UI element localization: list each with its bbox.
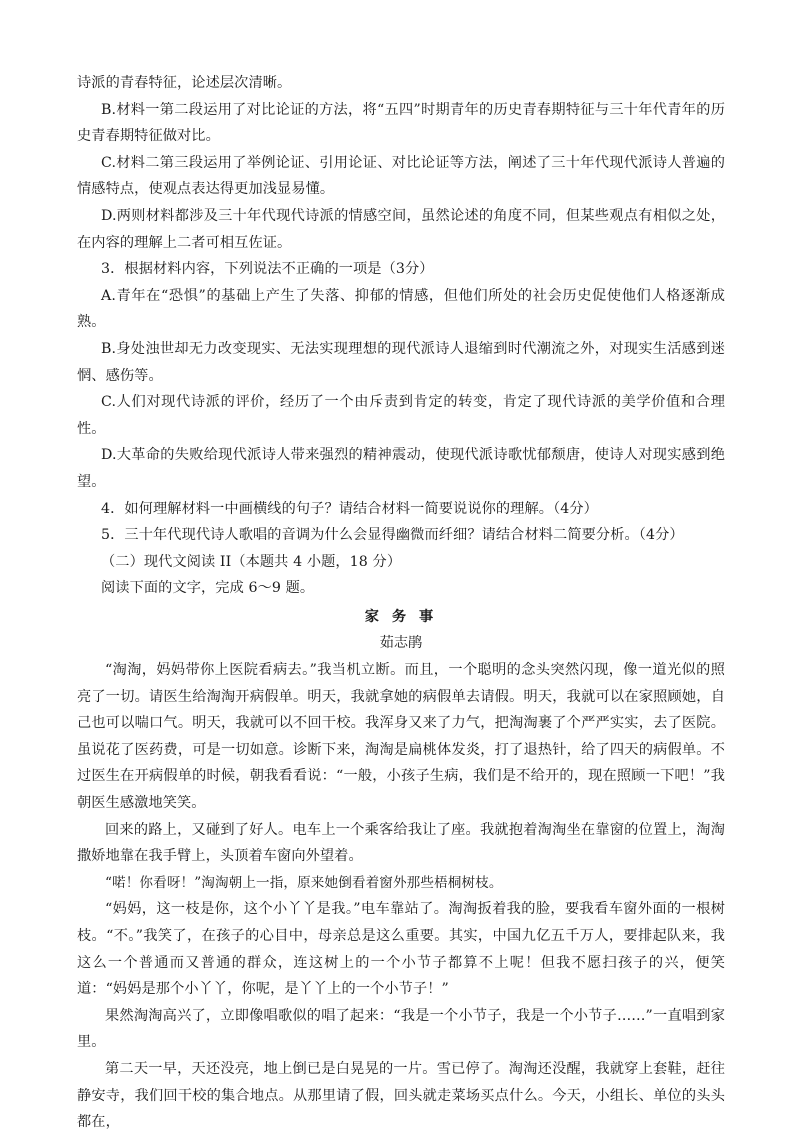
question-3-option-b: B.身处浊世却无力改变现实、无法实现理想的现代派诗人退缩到时代潮流之外，对现实生活感到迷惘、感伤等。 [77,340,725,384]
option-b: B.材料一第二段运用了对比论证的方法，将“五四”时期青年的历史青春期特征与三十年代青年的历史青春期特征做对比。 [77,101,725,145]
reading-instruction: 阅读下面的文字，完成 6～9 题。 [101,580,315,597]
story-paragraph-3: “喏！你看呀！”淘淘朝上一指，原来她倒看着窗外那些梧桐树枝。 [105,874,503,891]
question-3-option-c: C.人们对现代诗派的评价，经历了一个由斥责到肯定的转变，肯定了现代诗派的美学价值和合理性。 [77,394,725,437]
question-5: 5．三十年代现代诗人歌唱的音调为什么会显得幽微而纤细？请结合材料二简要分析。（4分） [101,527,684,544]
question-3-option-a: A.青年在“恐惧”的基础上产生了失落、抑郁的情感，但他们所处的社会历史促使他们人格逐渐成熟。 [77,287,725,331]
section-heading: （二）现代文阅读 II（本题共 4 小题，18 分） [101,553,402,570]
option-d: D.两则材料都涉及三十年代现代诗派的情感空间，虽然论述的角度不同，但某些观点有相似之处，在内容的理解上二者可相互佐证。 [77,207,725,251]
page-content [77,70,725,1136]
paragraph-continued: 诗派的青春特征，论述层次清晰。 [77,75,292,91]
question-4: 4．如何理解材料一中画横线的句子？请结合材料一简要说说你的理解。（4分） [101,500,598,517]
question-3: 3．根据材料内容，下列说法不正确的一项是（3分） [101,261,434,278]
story-paragraph-5: 果然淘淘高兴了，立即像唱歌似的唱了起来：“我是一个小节子，我是一个小节子……”一直唱到家里。 [77,1007,725,1051]
story-paragraph-2: 回来的路上，又碰到了好人。电车上一个乘客给我让了座。我就抱着淘淘坐在靠窗的位置上，淘淘撒娇地靠在我手臂上，头顶着车窗向外望着。 [77,821,725,865]
story-paragraph-4: “妈妈，这一枝是你，这个小丫丫是我。”电车靠站了。淘淘扳着我的脸，要我看车窗外面的一根树枝。“不。”我笑了，在孩子的心目中，母亲总是这么重要。其实，中国九亿五千万人，要排起队来，我这么一个普通而又普通的群众，连这树上的一个小节子都算不上呢！但我不愿扫孩子的兴，便笑道：“妈妈是那个小丫丫，你呢，是丫丫上的一个小节子！” [77,901,725,998]
story-author: 茹志鹃 [379,635,423,652]
story-paragraph-1: “淘淘，妈妈带你上医院看病去。”我当机立断。而且，一个聪明的念头突然闪现，像一道光似的照亮了一切。请医生给淘淘开病假单。明天，我就拿她的病假单去请假。明天，我就可以在家照顾她，自己也可以喘口气。明天，我就可以不回干校。我浑身又来了力气，把淘淘裹了个严严实实，去了医院。虽说花了医药费，可是一切如意。诊断下来，淘淘是扁桃体发炎，打了退热针，给了四天的病假单。不过医生在开病假单的时候，朝我看看说：“一般，小孩子生病，我们是不给开的，现在照顾一下吧！”我朝医生感激地笑笑。 [77,662,725,812]
option-c: C.材料二第三段运用了举例论证、引用论证、对比论证等方法，阐述了三十年代现代派诗人普遍的情感特点，使观点表达得更加浅显易懂。 [77,154,725,198]
story-title: 家 务 事 [364,608,438,625]
story-paragraph-6: 第二天一早，天还没亮，地上倒已是白晃晃的一片。雪已停了。淘淘还没醒，我就穿上套鞋，赶往静安寺，我们回干校的集合地点。从那里请了假，回头就走菜场买点什么。今天，小组长、单位的头头都在， [77,1060,725,1131]
question-3-option-d: D.大革命的失败给现代派诗人带来强烈的精神震动，使现代派诗歌忧郁颓唐，使诗人对现实感到绝望。 [77,447,725,490]
